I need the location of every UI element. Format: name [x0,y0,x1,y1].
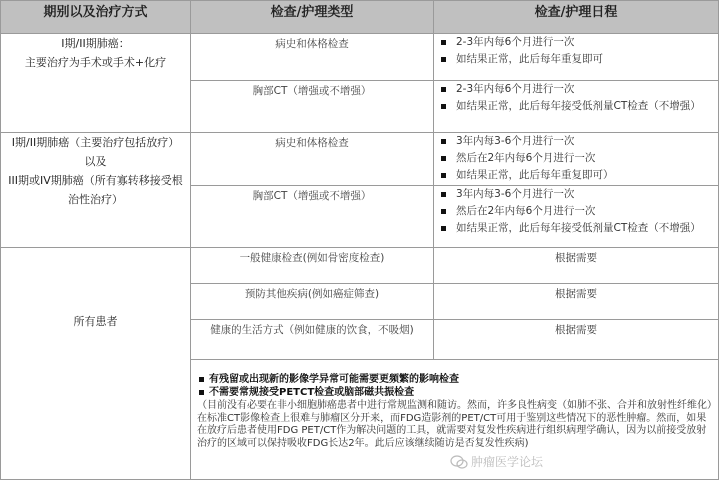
type-cell: 健康的生活方式（例如健康的饮食，不吸烟) [191,320,434,360]
table-row [1,133,719,186]
stage-line: 以及 [84,155,107,168]
type-cell: 预防其他疾病(例如癌症筛查) [191,284,434,320]
schedule-cell: 2-3年内每6个月进行一次 如结果正常，此后每年重复即可 [434,34,719,81]
stage-cell-advanced [1,133,191,248]
schedule-cell: 3年内每3-6个月进行一次 然后在2年内每6个月进行一次 如结果正常，此后每年重复即可） [434,133,719,186]
bullet-icon [441,40,446,45]
bullet-icon [199,390,204,395]
watermark: 肿瘤医学论坛 [450,453,543,470]
bullet-icon [441,209,446,214]
schedule-cell: 根据需要 [434,320,719,360]
stage-line: III期或IV期肺癌（所有寡转移接受根 [8,174,183,187]
type-cell: 胸部CT（增强或不增强） [191,81,434,133]
header-stage: 期别以及治疗方式 [1,1,191,34]
schedule-cell: 根据需要 [434,284,719,320]
all-patients-label: 所有患者 [73,315,118,328]
stage-line: I期/II期肺癌（主要治疗包括放疗） [11,136,180,149]
bullet-icon [441,104,446,109]
bullet-icon [199,377,204,382]
bullet-icon [441,192,446,197]
table-row [1,34,719,81]
note-bold: 有残留或出现新的影像学异常可能需要更频繁的影响检查 [197,374,712,387]
schedule-cell: 根据需要 [434,248,719,284]
header-row [1,1,719,34]
bullet-icon [441,156,446,161]
all-patients-cell [1,248,191,480]
note-paragraph: （目前没有必要在非小细胞肺癌患者中进行常规监测和随访。然而，许多良性病变（如肺不张、合并和放射性纤维化）在标准CT影像检查上很难与肺瘤区分开来，而FDG造影剂的PET/CT可用于鉴别这些情况下的恶性肿瘤。然而，如果在放疗后患者使用FDG PET/CT作为解决问题的工具，就需要对复发性疾病进行组织病理学确认，因为以前接受放射治疗的区域可以保持吸收FDG长达2年。此后应该继续随访是否复发性疾病) [197,400,712,449]
header-schedule: 检查/护理日程 [434,1,719,34]
type-cell: 一般健康检查(例如骨密度检查) [191,248,434,284]
stage-cell-early [1,34,191,133]
type-cell: 病史和体格检查 [191,34,434,81]
bullet-icon [441,87,446,92]
stage-line: 主要治疗为手术或手术+化疗 [24,56,167,69]
note-bold: 不需要常规接受PETCT检查或脑部磁共振检查 [197,387,712,400]
bullet-icon [441,226,446,231]
type-cell: 病史和体格检查 [191,133,434,186]
header-type: 检查/护理类型 [191,1,434,34]
schedule-cell: 2-3年内每6个月进行一次 如结果正常，此后每年接受低剂量CT检查（不增强） [434,81,719,133]
bullet-icon [441,57,446,62]
wechat-icon [450,455,468,469]
table-row [1,248,719,284]
schedule-cell: 3年内每3-6个月进行一次 然后在2年内每6个月进行一次 如结果正常，此后每年接受低剂量CT检查（不增强） [434,186,719,248]
bullet-icon [441,173,446,178]
stage-line: 治性治疗） [68,193,123,206]
bullet-icon [441,139,446,144]
stage-line: I期/II期肺癌： [61,37,130,50]
type-cell: 胸部CT（增强或不增强） [191,186,434,248]
